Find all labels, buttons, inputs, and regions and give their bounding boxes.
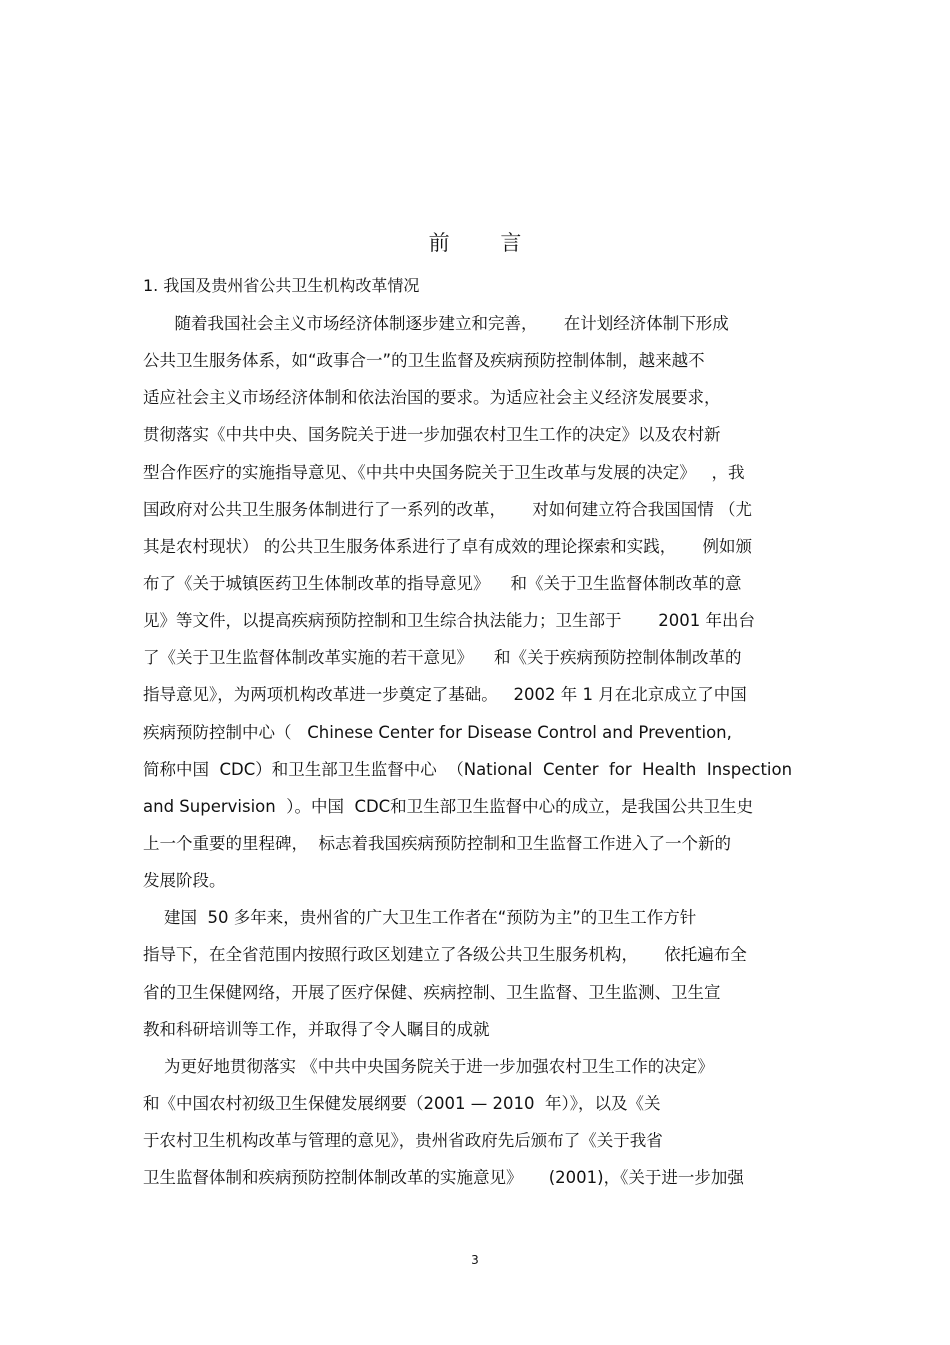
- text-line: 其是农村现状） 的公共卫生服务体系进行了卓有成效的理论探索和实践， 例如颁: [143, 536, 752, 556]
- text-line: 卫生监督体制和疾病预防控制体制改革的实施意见》 (2001)，《关于进一步加强: [143, 1168, 744, 1188]
- text-line: 于农村卫生机构改革与管理的意见》，贵州省政府先后颁布了《关于我省: [143, 1131, 663, 1151]
- section-heading: 1. 我国及贵州省公共卫生机构改革情况: [143, 276, 420, 295]
- text-line: 型合作医疗的实施指导意见、《中共中央国务院关于卫生改革与发展的决定》 ，我: [143, 462, 745, 482]
- text-line: 指导下，在全省范围内按照行政区划建立了各级公共卫生服务机构， 依托遍布全: [143, 945, 747, 965]
- text-line: 上一个重要的里程碑， 标志着我国疾病预防控制和卫生监督工作进入了一个新的: [143, 833, 731, 853]
- text-line: 简称中国 CDC）和卫生部卫生监督中心 （National Center for Health Inspection: [143, 759, 793, 779]
- text-line: 发展阶段。: [143, 871, 226, 891]
- text-line: and Supervision ）。中国 CDC和卫生部卫生监督中心的成立，是我国公共卫生史: [143, 796, 754, 816]
- text-line: 随着我国社会主义市场经济体制逐步建立和完善， 在计划经济体制下形成: [143, 314, 729, 333]
- body-text: [143, 312, 808, 1203]
- text-line: 建国 50 多年来，贵州省的广大卫生工作者在“预防为主”的卫生工作方针: [143, 908, 697, 928]
- text-line: 贯彻落实《中共中央、国务院关于进一步加强农村卫生工作的决定》以及农村新: [143, 425, 721, 445]
- text-line: 疾病预防控制中心（ Chinese Center for Disease Control and Prevention,: [143, 722, 732, 742]
- text-line: 指导意见》，为两项机构改革进一步奠定了基础。 2002 年 1 月在北京成立了中国: [143, 685, 747, 705]
- text-line: 省的卫生保健网络，开展了医疗保健、疾病控制、卫生监督、卫生监测、卫生宣: [143, 982, 721, 1002]
- text-line: 公共卫生服务体系，如“政事合一”的卫生监督及疾病预防控制体制，越来越不: [143, 351, 705, 371]
- text-line: 教和科研培训等工作，并取得了令人瞩目的成就: [143, 1019, 490, 1039]
- text-line: 见》等文件，以提高疾病预防控制和卫生综合执法能力；卫生部于 2001 年出台: [143, 611, 755, 631]
- page-title: 前 言: [428, 231, 544, 255]
- text-line: 国政府对公共卫生服务体制进行了一系列的改革， 对如何建立符合我国国情 （尤: [143, 499, 752, 519]
- text-line: 和《中国农村初级卫生保健发展纲要（2001 — 2010 年）》，以及《关: [143, 1093, 661, 1113]
- page-number: 3: [471, 1253, 479, 1267]
- text-line: 布了《关于城镇医药卫生体制改革的指导意见》 和《关于卫生监督体制改革的意: [143, 573, 742, 593]
- text-line: 为更好地贯彻落实 《中共中央国务院关于进一步加强农村卫生工作的决定》: [143, 1056, 714, 1076]
- text-line: 适应社会主义市场经济体制和依法治国的要求。为适应社会主义经济发展要求，: [143, 388, 721, 408]
- text-line: 了《关于卫生监督体制改革实施的若干意见》 和《关于疾病预防控制体制改革的: [143, 648, 742, 668]
